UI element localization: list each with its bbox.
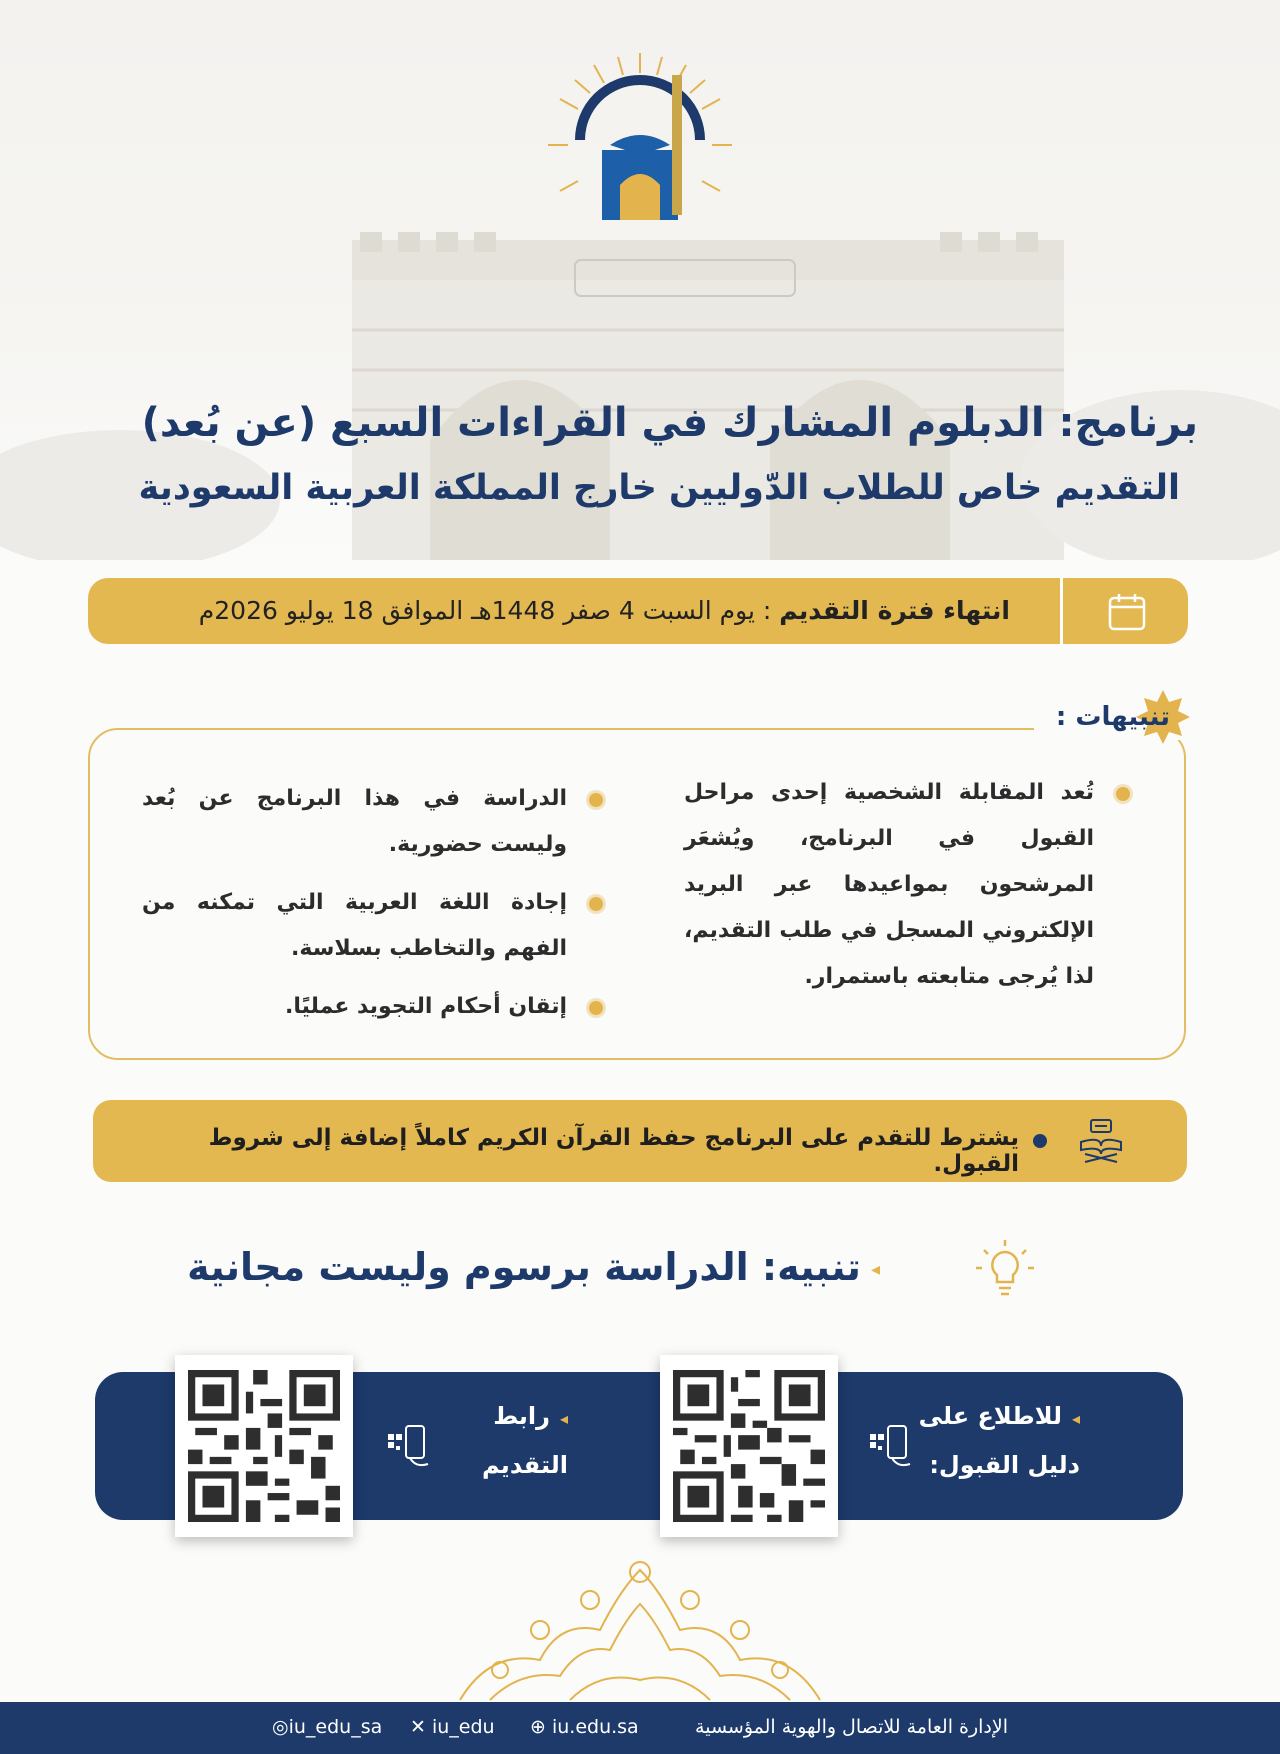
apply-qr-code[interactable] [175, 1355, 353, 1537]
arrow-icon: ◂ [870, 1259, 880, 1280]
condition-text: يشترط للتقدم على البرنامج حفظ القرآن الكريم كاملاً إضافة إلى شروط القبول. [208, 1125, 1019, 1177]
condition-banner [93, 1100, 1187, 1182]
fees-warning: ◂تنبيه: الدراسة برسوم وليست مجانية [187, 1245, 880, 1289]
list-item: إتقان أحكام التجويد عمليًا. [142, 984, 567, 1030]
apply-label: ◂رابط التقديم [481, 1402, 568, 1479]
notes-right-column [684, 770, 1094, 1000]
notes-heading-text: تنبيهات : [1055, 702, 1170, 732]
notes-left-column [142, 776, 567, 1030]
footer [0, 1702, 1280, 1754]
page-subtitle: التقديم خاص للطلاب الدّوليين خارج المملكة العربية السعودية [138, 468, 1180, 508]
notes-heading [1034, 694, 1190, 740]
arrow-icon: ◂ [559, 1409, 568, 1428]
bullet-icon [1033, 1134, 1047, 1148]
footer-agency: الإدارة العامة للاتصال والهوية المؤسسية [695, 1716, 1008, 1738]
lightbulb-icon [974, 1238, 1036, 1300]
list-item: إجادة اللغة العربية التي تمكنه من الفهم والتخاطب بسلاسة. [142, 880, 567, 972]
page-title: برنامج: الدبلوم المشارك في القراءات السبع (عن بُعد) [141, 400, 1198, 446]
calendar-icon-box [1060, 578, 1188, 644]
bullet-icon [589, 1001, 603, 1015]
deadline-banner [88, 578, 1188, 644]
x-icon: ✕ [410, 1716, 426, 1738]
footer-instagram-link[interactable]: ◎iu_edu_sa [272, 1716, 383, 1738]
globe-icon: ⊕ [530, 1716, 546, 1738]
footer-website-link[interactable]: ⊕ iu.edu.sa [530, 1716, 639, 1738]
calendar-icon [1107, 592, 1147, 632]
instagram-icon: ◎ [272, 1716, 289, 1738]
deadline-text [110, 596, 1010, 625]
university-logo [540, 45, 740, 245]
quran-stand-icon [1077, 1118, 1125, 1164]
list-item: الدراسة في هذا البرنامج عن بُعد وليست حضورية. [142, 776, 567, 868]
phone-scan-icon [386, 1424, 434, 1468]
bullet-icon [589, 793, 603, 807]
list-item: تُعد المقابلة الشخصية إحدى مراحل القبول في البرنامج، ويُشعَر المرشحون بمواعيدها عبر البريد الإلكتروني المسجل في طلب التقديم، لذا يُرجى متابعته باستمرار. [684, 770, 1094, 1000]
deadline-label: انتهاء فترة التقديم [779, 596, 1010, 625]
phone-scan-icon [868, 1424, 916, 1468]
guide-qr-code[interactable] [660, 1355, 838, 1537]
deadline-value: : يوم السبت 4 صفر 1448هـ الموافق 18 يوليو 2026م [198, 596, 780, 625]
footer-x-link[interactable]: ✕ iu_edu [410, 1716, 495, 1738]
bullet-icon [1116, 787, 1130, 801]
arrow-icon: ◂ [1071, 1409, 1080, 1428]
guide-label: ◂للاطلاع على دليل القبول: [918, 1402, 1080, 1479]
bullet-icon [589, 897, 603, 911]
decorative-pattern [450, 1560, 830, 1702]
